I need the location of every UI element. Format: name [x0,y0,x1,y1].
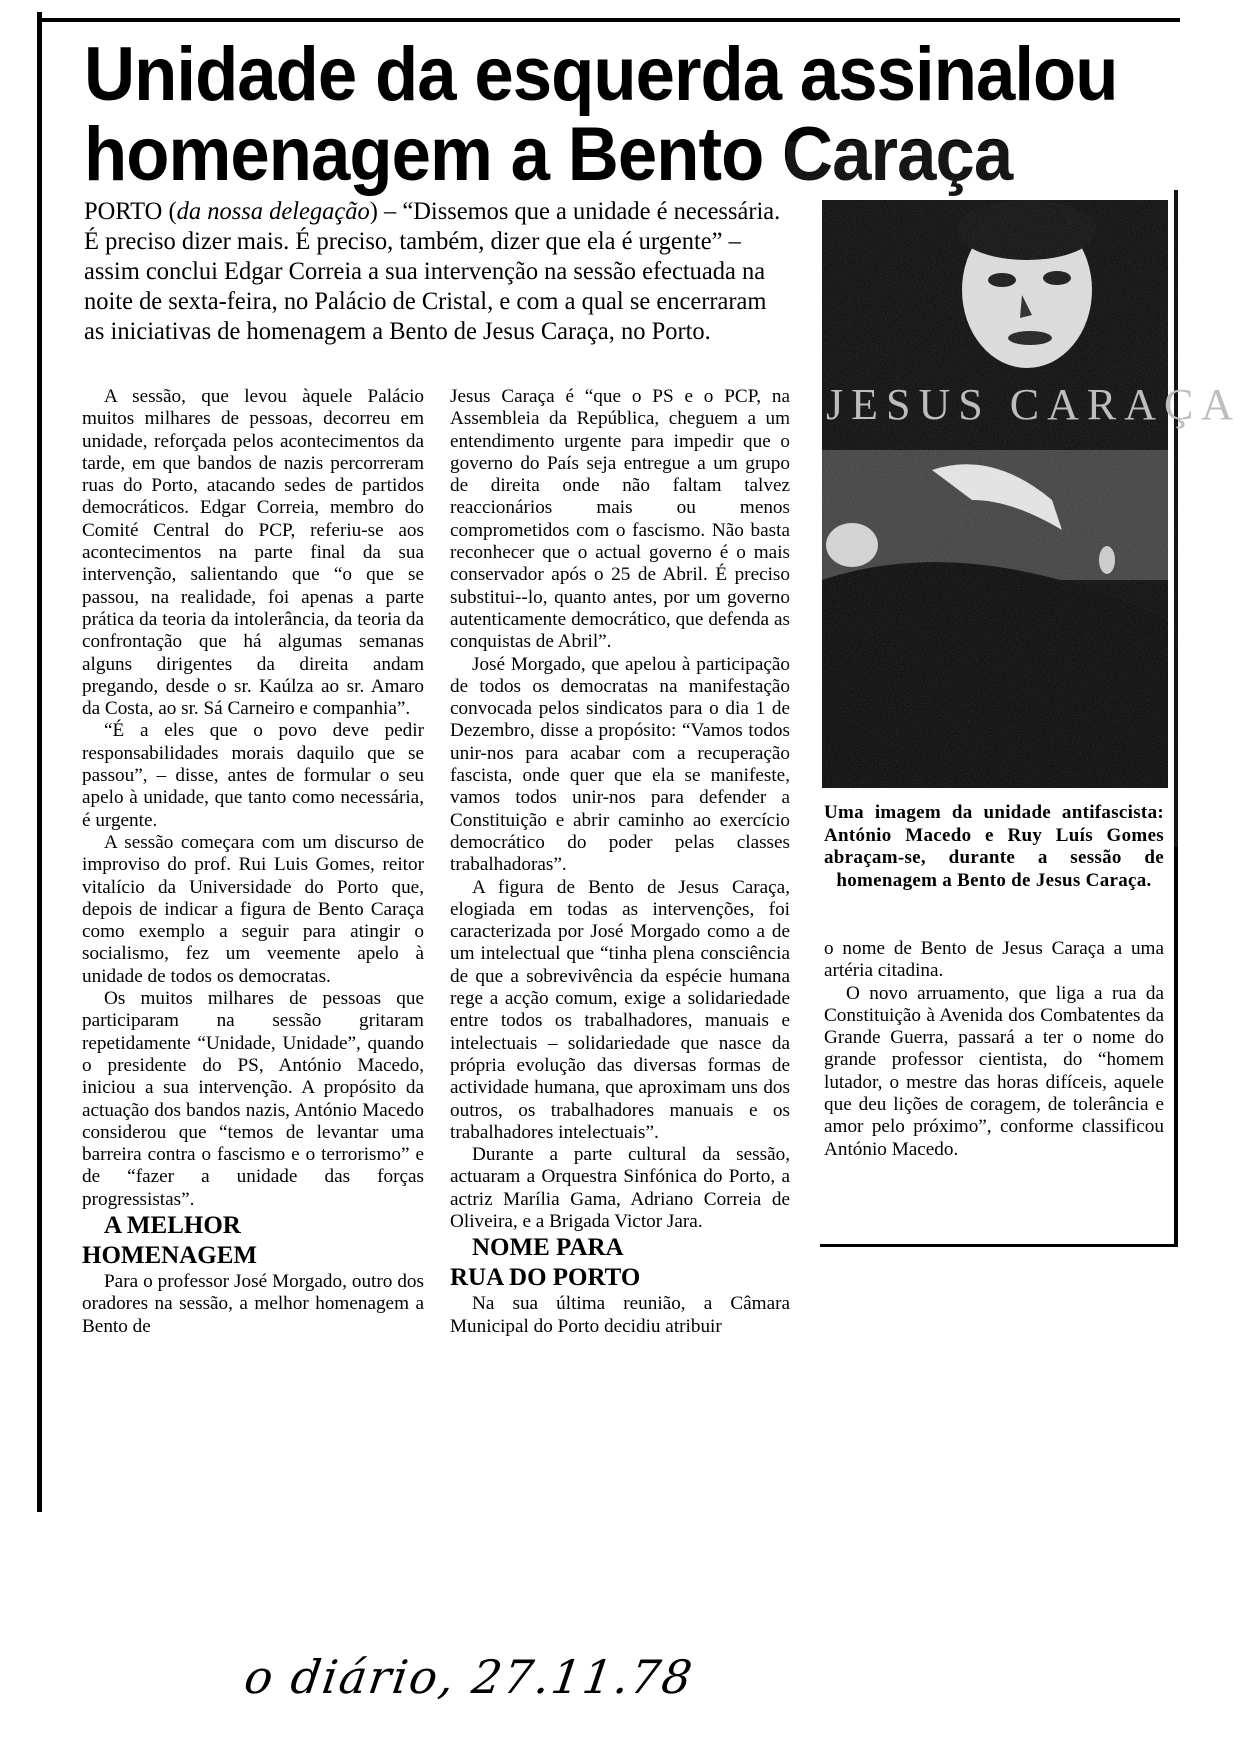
subheading-a-melhor-homenagem: A MELHOR HOMENAGEM [82,1211,257,1269]
dateline-source: da nossa delegação [176,196,370,225]
body-paragraph: José Morgado, que apelou à participação de todos os democratas na manifestação convocada pelos sindicatos para o dia 1 de Dezembro, disse a propósito: “Vamos todos unir-nos para acabar com a recuperação fascista, onde quer que ela se manifeste, vamos todos unir-nos para defender a Constituição e abrir caminho ao exercício democrático do poder pelas classes trabalhadoras”. [450,653,790,876]
news-photo [822,200,1241,788]
body-paragraph: Os muitos milhares de pessoas que participaram na sessão gritaram repetidamente “Unidade, Unidade”, quando o presidente do PS, António Macedo, iniciou a sua intervenção. A propósito da actuação dos bandos nazis, António Macedo considerou que “temos de levantar uma barreira contra o fascismo e o terrorismo” e de “fazer a unidade das forças progressistas”. [82,988,424,1210]
top-rule [38,18,1180,22]
photo-image [822,200,1168,788]
right-box-rule [1174,190,1178,1246]
left-margin-rule [37,12,42,1512]
photo-banner-text: JESUS CARAÇA [826,380,1241,429]
lead-paragraph: PORTO (da nossa delegação) – “Dissemos que a unidade é necessária. É preciso dizer mais. É preciso, também, dizer que ela é urgente” – assim conclui Edgar Correia a sua intervenção na sessão efectuada na noite de sexta-feira, no Palácio de Cristal, e com a qual se encerraram as iniciativas de homenagem a Bento de Jesus Caraça, no Porto. [84,196,781,345]
column-middle [450,386,790,1338]
body-paragraph: Na sua última reunião, a Câmara Municipal do Porto decidiu atribuir [450,1293,790,1337]
body-paragraph: A sessão começara com um discurso de improviso do prof. Rui Luis Gomes, reitor vitalício da Universidade do Porto que, depois de indicar a figura de Bento Caraça como exemplo a seguir para atingir o socialismo, fez um veemente apelo à unidade de todos os democratas. [82,831,424,987]
subheading-nome-para-rua: NOME PARA RUA DO PORTO [450,1234,641,1292]
handwritten-source-note: o diário, 27.11.78 [241,1650,698,1704]
body-paragraph: Para o professor José Morgado, outro dos oradores na sessão, a melhor homenagem a Bento de [82,1270,424,1337]
photo-caption: Uma imagem da unidade antifascista: António Macedo e Ruy Luís Gomes abraçam-se, durante a sessão de homenagem a Bento de Jesus Caraça. [824,802,1164,891]
body-paragraph: “É a eles que o povo deve pedir responsabilidades morais daquilo que se passou”, – disse, antes de formular o seu apelo à unidade, que tanto como necessária, é urgente. [82,720,424,831]
headline-line-1: Unidade da esquerda assinalou [84,32,1118,117]
column-right [824,938,1164,1161]
right-column-bottom-rule [820,1244,1178,1247]
body-paragraph: A figura de Bento de Jesus Caraça, elogiada em todas as intervenções, foi caracterizada por José Morgado como a de um intelectual que “tinha plena consciência de que a sobrevivência da espécie humana rege a acção comum, exige a solidariedade entre todos os trabalhadores, manuais e intelectuais – solidariedade que nasce da própria evolução das diversas formas de actividade humana, que aproximam uns dos outros, os trabalhadores manuais e os trabalhadores intelectuais”. [450,876,790,1143]
body-paragraph: Jesus Caraça é “que o PS e o PCP, na Assembleia da República, cheguem a um entendimento urgente para impedir que o governo do País seja entregue a um grupo de direita onde não faltam talvez reaccionários mais ou menos comprometidos com o fascismo. Não basta reconhecer que o actual governo é o mais conservador após o 25 de Abril. É preciso substitui--lo, quanto antes, por um governo autenticamente democrático, que defenda as conquistas de Abril”. [450,386,790,653]
body-paragraph: O novo arruamento, que liga a rua da Constituição à Avenida dos Combatentes da Grande Guerra, passará a ter o nome do grande professor cientista, do “homem lutador, o mestre das horas difíceis, aquele que deu lições de coragem, de tolerância e amor pelo próximo”, conforme classificou António Macedo. [824,982,1164,1160]
dateline: PORTO [84,196,163,225]
body-paragraph: A sessão, que levou àquele Palácio muitos milhares de pessoas, decorreu em unidade, reforçada pelos acontecimentos da tarde, em que bandos de nazis percorreram ruas do Porto, atacando sedes de partidos democráticos. Edgar Correia, membro do Comité Central do PCP, referiu-se aos acontecimentos na parte final da sua intervenção, salientando que “o que se passou, na realidade, foi apenas a parte prática da teoria da intolerância, da teoria da confrontação que há algumas semanas alguns dirigentes da direita andam pregando, desde o sr. Kaúlza ao sr. Amaro da Costa, ao sr. Sá Carneiro e companhia”. [82,386,424,720]
body-paragraph: o nome de Bento de Jesus Caraça a uma artéria citadina. [824,938,1164,982]
column-left [82,386,424,1338]
headline-line-2: homenagem a Bento Caraça [84,112,1013,197]
lead-text: – “Dissemos que a unidade é necessária. É preciso dizer mais. É preciso, também, dizer que ela é urgente” – assim conclui Edgar Correia a sua intervenção na sessão efectuada na noite de sexta-feira, no Palácio de Cristal, e com a qual se encerraram as iniciativas de homenagem a Bento de Jesus Caraça, no Porto. [84,196,781,345]
body-paragraph: Durante a parte cultural da sessão, actuaram a Orquestra Sinfónica do Porto, a actriz Marília Gama, Adriano Correia de Oliveira, e a Brigada Victor Jara. [450,1144,790,1232]
